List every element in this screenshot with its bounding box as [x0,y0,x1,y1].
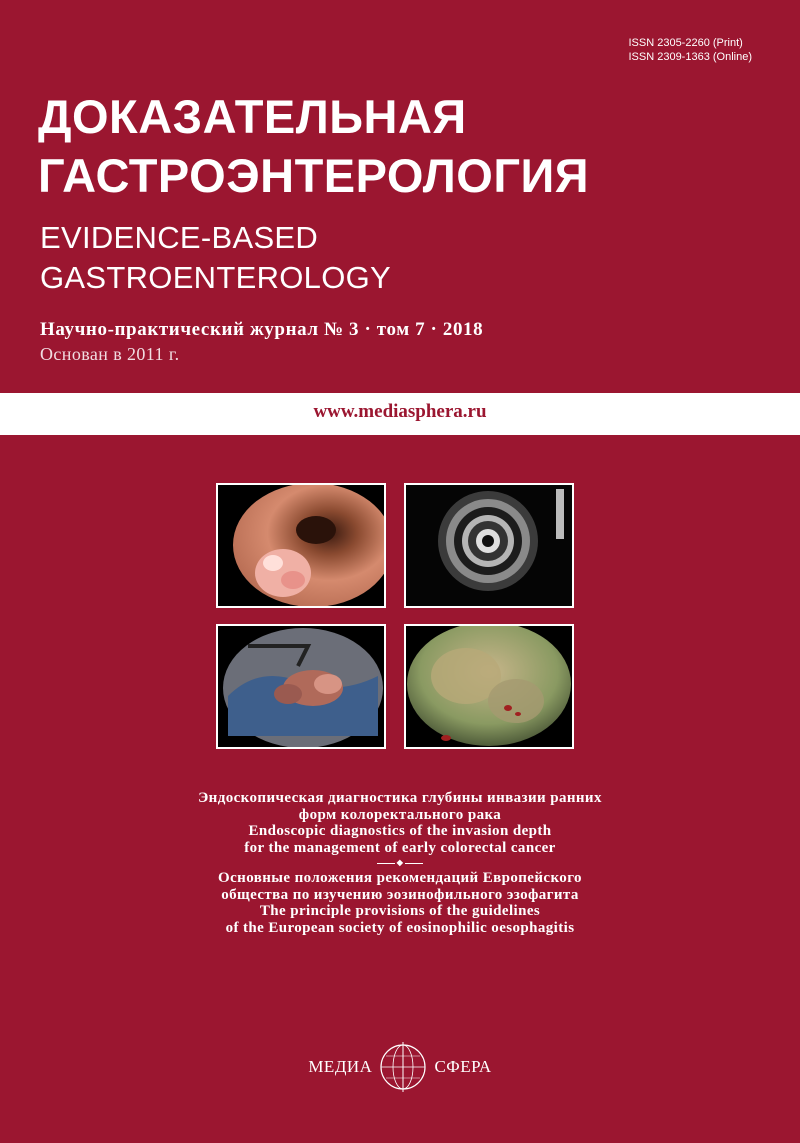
article-2-en-line2: of the European society of eosinophilic oesophagitis [225,919,575,936]
journal-info: Научно-практический журнал № 3 · том 7 · 2018 [40,319,484,340]
chromoendoscopy-photo [216,624,386,749]
article-1-en-line1: Endoscopic diagnostics of the invasion depth [248,823,552,839]
publisher-left-text: МЕДИА [308,1057,373,1076]
title-ru-line1: ДОКАЗАТЕЛЬНАЯ [38,90,467,143]
title-en-line1: EVIDENCE-BASED [40,220,319,255]
endoscopy-polyp-photo [216,483,386,608]
website-link[interactable]: www.mediasphera.ru [313,401,487,422]
publisher-logo [0,1040,800,1094]
article-2-ru-line1: Основные положения рекомендаций Европейского [218,870,582,886]
articles-list [0,790,800,936]
sphere-logo-icon [376,1040,430,1094]
article-1-ru-line2: форм колоректального рака [298,806,502,823]
endoscopy-polyp-image [218,485,384,606]
publisher-right-text: СФЕРА [434,1057,492,1076]
title-ru-line2: ГАСТРОЭНТЕРОЛОГИЯ [38,149,590,202]
article-1-ru-line1: Эндоскопическая диагностика глубины инвазии ранних [198,790,602,806]
endosonography-image [406,485,572,606]
endosonography-photo [404,483,574,608]
article-2-ru-line2: общества по изучению эозинофильного эзофагита [221,886,579,903]
article-1-en-line2: for the management of early colorectal cancer [244,839,556,856]
issn-print: ISSN 2305-2260 (Print) [628,37,743,49]
mucosa-closeup-image [406,626,572,747]
article-divider: ◆ [0,856,800,870]
chromoendoscopy-image [218,626,384,747]
issn-block [628,36,752,64]
article-2-en-line1: The principle provisions of the guidelines [259,903,541,919]
founded-text: Основан в 2011 г. [40,344,180,364]
title-en-line2: GASTROENTEROLOGY [40,260,392,295]
issn-online: ISSN 2309-1363 (Online) [628,51,752,63]
mucosa-closeup-photo [404,624,574,749]
